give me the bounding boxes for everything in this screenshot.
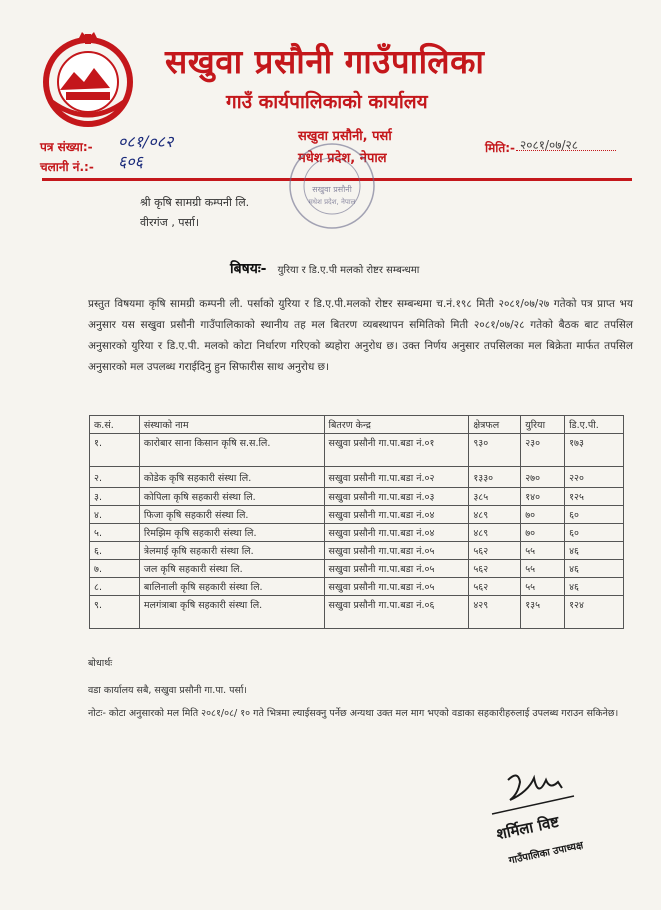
table-cell: १२५ — [565, 488, 624, 506]
table-cell: ७० — [521, 524, 565, 542]
table-cell: ६० — [565, 506, 624, 524]
office-subtitle: गाउँ कार्यपालिकाको कार्यालय — [226, 91, 428, 113]
table-cell: ४२९ — [469, 596, 521, 629]
table-cell: ४६ — [565, 560, 624, 578]
table-cell: सखुवा प्रसौनी गा.पा.बडा नं.०४ — [324, 506, 469, 524]
handwritten-signature — [488, 770, 578, 820]
col-header-area: क्षेत्रफल — [469, 416, 521, 434]
subject-text: युरिया र डि.ए.पी मलको रोष्टर सम्बन्धमा — [277, 265, 420, 276]
table-cell: ७० — [521, 506, 565, 524]
stamp-text-line2: मधेश प्रदेश, नेपाल — [308, 198, 356, 206]
table-cell: ५५ — [521, 578, 565, 596]
table-cell: सखुवा प्रसौनी गा.पा.बडा नं.०४ — [324, 524, 469, 542]
table-cell: सखुवा प्रसौनी गा.पा.बडा नं.०६ — [324, 596, 469, 629]
table-cell: फिजा कृषि सहकारी संस्था लि. — [139, 506, 324, 524]
table-cell: १७३ — [565, 434, 624, 467]
table-cell: कोडेक कृषि सहकारी संस्था लि. — [139, 467, 324, 488]
quota-table — [89, 415, 624, 629]
cc-label: बोधार्थः — [88, 658, 113, 669]
table-cell: ९. — [90, 596, 140, 629]
table-cell: ४८९ — [469, 506, 521, 524]
col-header-org: संस्थाको नाम — [139, 416, 324, 434]
table-cell: ८. — [90, 578, 140, 596]
table-cell: रिमझिम कृषि सहकारी संस्था लि. — [139, 524, 324, 542]
table-cell: ४८९ — [469, 524, 521, 542]
table-row — [90, 596, 624, 629]
table-cell: सखुवा प्रसौनी गा.पा.बडा नं.०२ — [324, 467, 469, 488]
table-row — [90, 467, 624, 488]
recipient-line1: श्री कृषि सामग्री कम्पनी लि. — [140, 196, 250, 209]
table-cell: कारोबार साना किसान कृषि स.स.लि. — [139, 434, 324, 467]
col-header-urea: युरिया — [521, 416, 565, 434]
table-row — [90, 524, 624, 542]
table-row — [90, 506, 624, 524]
table-header-row — [90, 416, 624, 434]
table-cell: ५५ — [521, 542, 565, 560]
table-cell: १४० — [521, 488, 565, 506]
dispatch-number-value: ६०६ — [118, 152, 143, 171]
col-header-sn: क.सं. — [90, 416, 140, 434]
table-cell: १. — [90, 434, 140, 467]
table-cell: ५६२ — [469, 560, 521, 578]
table-cell: १३५ — [521, 596, 565, 629]
cc-text: वडा कार्यालय सबै, सखुवा प्रसौनी गा.पा. पर्सा। — [88, 685, 248, 696]
table-cell: जल कृषि सहकारी संस्था लि. — [139, 560, 324, 578]
table-cell: सखुवा प्रसौनी गा.पा.बडा नं.०५ — [324, 578, 469, 596]
table-row — [90, 434, 624, 467]
table-cell: ४. — [90, 506, 140, 524]
subject-line — [230, 258, 419, 278]
date-label: मिति:- — [485, 141, 516, 155]
dispatch-number-label: चलानी नं.:- — [40, 160, 94, 174]
table-cell: ३८५ — [469, 488, 521, 506]
col-header-center: बितरण केन्द्र — [324, 416, 469, 434]
ref-number-value: ०८१/०८२ — [118, 132, 174, 151]
table-cell: ६० — [565, 524, 624, 542]
table-row — [90, 560, 624, 578]
signatory-name: शर्मिला विष्ट — [494, 812, 561, 844]
subject-label: बिषयः- — [230, 261, 267, 277]
ref-number-label: पत्र संख्या:- — [40, 140, 93, 154]
table-cell: बालिनाली कृषि सहकारी संस्था लि. — [139, 578, 324, 596]
letter-body: प्रस्तुत विषयमा कृषि सामग्री कम्पनी ली. पर्साको युरिया र डि.ए.पी.मलको रोष्टर सम्बन्धमा च.नं.१९८ मिती २०८१/०७/२७ गतेको पत्र प्राप्त भय अनुसार यस सखुवा प्रसौनी गाउँपालिकाको स्थानीय तह मल बितरण व्यबस्थापन समितिको मिती २०८१/०७/२८ गतेको बैठक बाट तपसिल अनुसारको युरिया र डि.ए.पी. मलको कोटा निर्धारण गरिएको ब्यहोरा अनुरोध छ। उक्त निर्णय अनुसार तपसिलका मल बिक्रेता मार्फत तपसिल अनुसारको मल उपलब्ध गराईदिनु हुन सिफारीस साथ अनुरोध छ। — [88, 298, 633, 373]
table-cell: १२४ — [565, 596, 624, 629]
table-cell: सखुवा प्रसौनी गा.पा.बडा नं.०५ — [324, 542, 469, 560]
table-cell: कोपिला कृषि सहकारी संस्था लि. — [139, 488, 324, 506]
office-address-line2: मधेश प्रदेश, नेपाल — [298, 151, 387, 166]
table-cell: ७. — [90, 560, 140, 578]
table-cell: सखुवा प्रसौनी गा.पा.बडा नं.०१ — [324, 434, 469, 467]
table-cell: ३. — [90, 488, 140, 506]
table-cell: २. — [90, 467, 140, 488]
table-cell: ६. — [90, 542, 140, 560]
table-row — [90, 488, 624, 506]
table-cell: २३० — [521, 434, 565, 467]
table-cell: सखुवा प्रसौनी गा.पा.बडा नं.०५ — [324, 560, 469, 578]
table-cell: ५५ — [521, 560, 565, 578]
footer-note: नोटः- कोटा अनुसारको मल मिति २०८१/०८/ १० गते भित्रमा ल्याईसक्नु पर्नेछ अन्यथा उक्त मल माग भएको वडाका सहकारीहरुलाई उपलब्ध गराउन सकिनेछ। — [88, 708, 619, 719]
recipient-line2: वीरगंज , पर्सा। — [140, 216, 200, 229]
table-row — [90, 578, 624, 596]
nepal-emblem-icon — [38, 30, 138, 130]
table-cell: २२० — [565, 467, 624, 488]
signatory-title: गाउँपालिका उपाध्यक्ष — [507, 840, 585, 867]
table-cell: ९३० — [469, 434, 521, 467]
table-row — [90, 542, 624, 560]
col-header-dap: डि.ए.पी. — [565, 416, 624, 434]
table-cell: ५६२ — [469, 542, 521, 560]
office-title: सखुवा प्रसौनी गाउँपालिका — [165, 42, 485, 81]
table-cell: मलगंत्राबा कृषि सहकारी संस्था लि. — [139, 596, 324, 629]
table-cell: ५. — [90, 524, 140, 542]
table-cell: १३३० — [469, 467, 521, 488]
stamp-text-line1: सखुवा प्रसौनी — [312, 185, 352, 194]
table-cell: २७० — [521, 467, 565, 488]
table-cell: ५६२ — [469, 578, 521, 596]
table-cell: सखुवा प्रसौनी गा.पा.बडा नं.०३ — [324, 488, 469, 506]
table-cell: ४६ — [565, 542, 624, 560]
date-value: २०८१/०७/२८ — [520, 138, 579, 152]
table-cell: ४६ — [565, 578, 624, 596]
office-stamp — [286, 140, 378, 232]
table-cell: त्रेलमाई कृषि सहकारी संस्था लि. — [139, 542, 324, 560]
office-address-line1: सखुवा प्रसौनी, पर्सा — [298, 129, 392, 144]
